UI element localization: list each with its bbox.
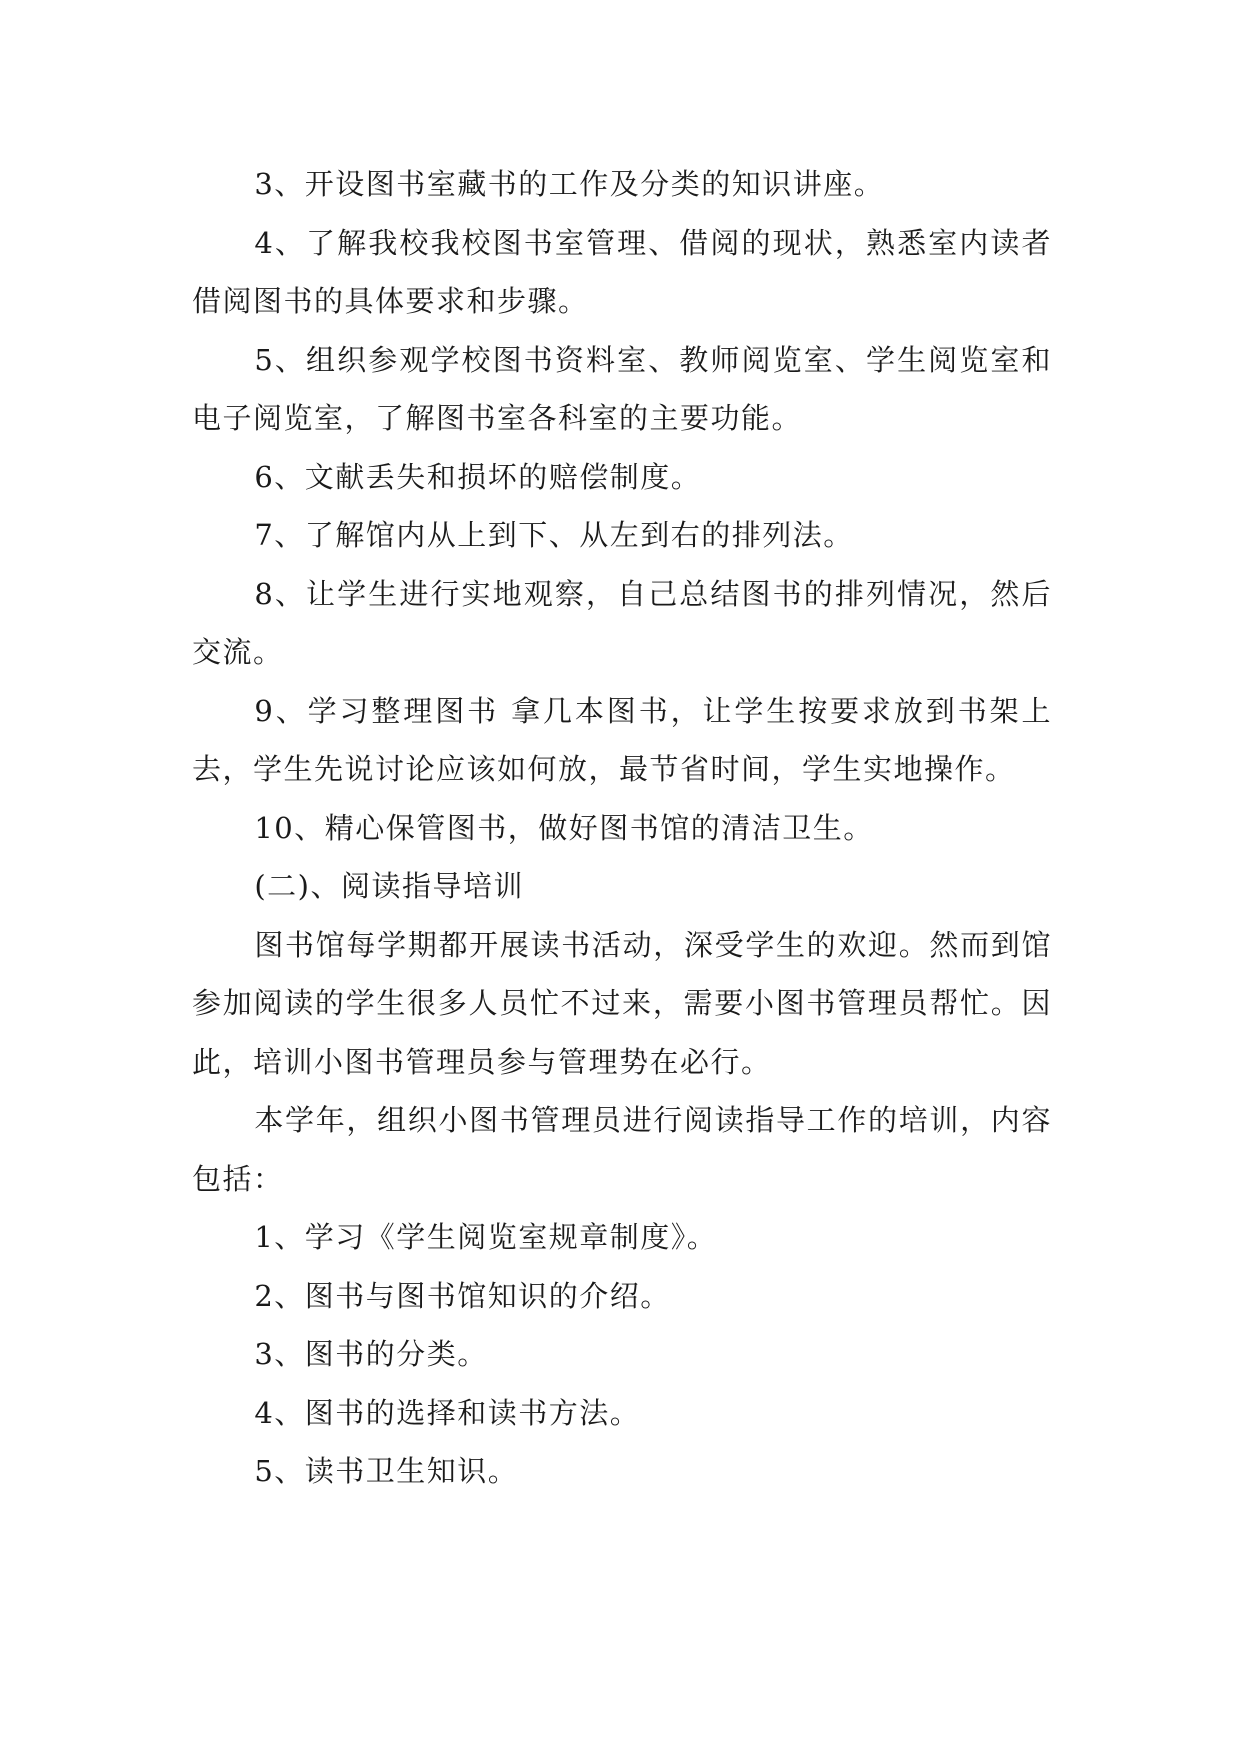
document-body — [192, 155, 1052, 1501]
paragraph: 本学年，组织小图书管理员进行阅读指导工作的培训，内容包括： — [192, 1103, 1052, 1196]
paragraph: 5、组织参观学校图书资料室、教师阅览室、学生阅览室和电子阅览室，了解图书室各科室的主要功能。 — [192, 342, 1052, 435]
list-item: 2、图书与图书馆知识的介绍。 — [254, 1278, 671, 1313]
list-item: 5、读书卫生知识。 — [254, 1454, 519, 1488]
list-item: 4、图书的选择和读书方法。 — [254, 1395, 641, 1430]
paragraph: 10、精心保管图书，做好图书馆的清洁卫生。 — [254, 810, 874, 845]
paragraph: 8、让学生进行实地观察，自己总结图书的排列情况，然后交流。 — [192, 576, 1052, 669]
paragraph: 7、了解馆内从上到下、从左到右的排列法。 — [254, 518, 854, 552]
paragraph: 9、学习整理图书 拿几本图书，让学生按要求放到书架上去，学生先说讨论应该如何放，最节省时间，学生实地操作。 — [192, 693, 1052, 786]
list-item: 1、学习《学生阅览室规章制度》。 — [254, 1220, 718, 1254]
paragraph: 3、开设图书室藏书的工作及分类的知识讲座。 — [254, 167, 885, 201]
paragraph: 图书馆每学期都开展读书活动，深受学生的欢迎。然而到馆参加阅读的学生很多人员忙不过来，需要小图书管理员帮忙。因此，培训小图书管理员参与管理势在必行。 — [192, 927, 1052, 1079]
section-heading: (二)、阅读指导培训 — [254, 869, 524, 903]
paragraph: 6、文献丢失和损坏的赔偿制度。 — [254, 459, 702, 494]
paragraph: 4、了解我校我校图书室管理、借阅的现状，熟悉室内读者借阅图书的具体要求和步骤。 — [192, 225, 1052, 318]
list-item: 3、图书的分类。 — [254, 1337, 488, 1371]
